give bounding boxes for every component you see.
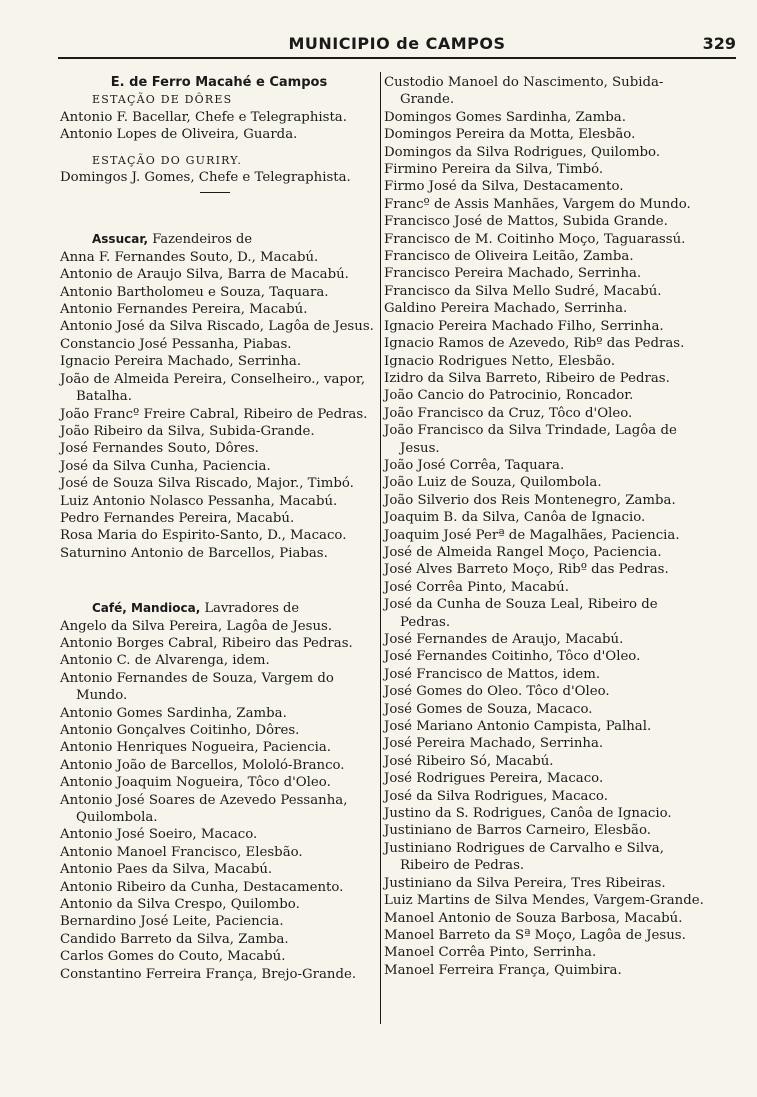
list-item: Firmo José da Silva, Destacamento. xyxy=(384,179,624,195)
list-item: Bernardino José Leite, Paciencia. xyxy=(60,914,284,930)
list-item: Francisco de M. Coitinho Moço, Taguarassú. xyxy=(384,231,686,247)
list-item: Joaquim José Perª de Magalhães, Paciencia. xyxy=(384,527,680,543)
list-item: José Gomes de Souza, Macaco. xyxy=(384,701,593,717)
list-item: Antonio Fernandes Pereira, Macabú. xyxy=(60,302,308,318)
list-item: Joaquim B. da Silva, Canôa de Ignacio. xyxy=(384,510,646,526)
section-heading-assucar: Assucar, Fazendeiros de xyxy=(92,232,253,248)
list-item: Antonio C. de Alvarenga, idem. xyxy=(60,653,270,669)
list-item: João Francisco da Cruz, Tôco d'Oleo. xyxy=(384,405,633,421)
list-item: Domingos J. Gomes, Chefe e Telegraphista. xyxy=(60,170,351,186)
list-item: Antonio de Araujo Silva, Barra de Macabú. xyxy=(60,267,349,283)
list-item: Rosa Maria do Espirito-Santo, D., Macaco. xyxy=(60,528,347,544)
right-column xyxy=(384,74,706,979)
list-item: Antonio Bartholomeu e Souza, Taquara. xyxy=(60,284,329,300)
list-item: João Luiz de Souza, Quilombola. xyxy=(384,475,602,491)
list-item: José Alves Barreto Moço, Ribº das Pedras. xyxy=(384,562,669,578)
assucar-list xyxy=(60,249,378,562)
list-item: José da Silva Rodrigues, Macaco. xyxy=(384,788,608,804)
list-item: Antonio Joaquim Nogueira, Tôco d'Oleo. xyxy=(60,775,331,791)
column-divider xyxy=(380,72,381,1024)
list-item: Antonio Ribeiro da Cunha, Destacamento. xyxy=(60,879,344,895)
list-item: Izidro da Silva Barreto, Ribeiro de Pedras. xyxy=(384,370,670,386)
list-item: Francº de Assis Manhães, Vargem do Mundo. xyxy=(384,196,691,212)
list-item: José Mariano Antonio Campista, Palhal. xyxy=(384,719,652,735)
list-item: Antonio Borges Cabral, Ribeiro das Pedras. xyxy=(60,635,353,651)
page-header xyxy=(58,33,736,59)
list-item: Antonio da Silva Crespo, Quilombo. xyxy=(60,897,300,913)
list-item: José de Souza Silva Riscado, Major., Timbó. xyxy=(60,476,354,492)
list-item: Justino da S. Rodrigues, Canôa de Ignacio. xyxy=(384,806,672,822)
list-item: Antonio José da Silva Riscado, Lagôa de Jesus. xyxy=(60,319,374,335)
list-item: Antonio Fernandes de Souza, Vargem do Mundo. xyxy=(60,670,334,704)
list-item: José Fernandes Coitinho, Tôco d'Oleo. xyxy=(384,649,641,665)
list-item: Luiz Antonio Nolasco Pessanha, Macabú. xyxy=(60,493,338,509)
list-item: João Cancio do Patrocinio, Roncador. xyxy=(384,388,634,404)
list-item: José Gomes do Oleo. Tôco d'Oleo. xyxy=(384,684,610,700)
list-item: Constancio José Pessanha, Piabas. xyxy=(60,336,292,352)
list-item: Luiz Martins de Silva Mendes, Vargem-Grande. xyxy=(384,893,704,909)
list-item: João José Corrêa, Taquara. xyxy=(384,457,565,473)
list-item: Anna F. Fernandes Souto, D., Macabú. xyxy=(60,249,319,265)
station-heading-guriry: ESTAÇÃO DO GURIRY. xyxy=(92,153,243,167)
list-item: Domingos Pereira da Motta, Elesbão. xyxy=(384,127,636,143)
list-item: Manoel Corrêa Pinto, Serrinha. xyxy=(384,945,597,961)
list-item: Ignacio Pereira Machado Filho, Serrinha. xyxy=(384,318,664,334)
list-item: Antonio Gonçalves Coitinho, Dôres. xyxy=(60,723,300,738)
list-item: Antonio Henriques Nogueira, Paciencia. xyxy=(60,740,332,756)
section-heading-railway: E. de Ferro Macahé e Campos xyxy=(110,75,328,90)
list-item: Constantino Ferreira França, Brejo-Grande. xyxy=(60,966,357,982)
list-item: Antonio José Soeiro, Macaco. xyxy=(60,827,258,843)
list-item: Pedro Fernandes Pereira, Macabú. xyxy=(60,510,295,526)
list-item: Francisco de Oliveira Leitão, Zamba. xyxy=(384,249,634,265)
list-item: José de Almeida Rangel Moço, Paciencia. xyxy=(384,544,662,560)
list-item: Antonio Manoel Francisco, Elesbão. xyxy=(60,844,303,860)
page-number: 329 xyxy=(702,34,736,53)
list-item: Domingos Gomes Sardinha, Zamba. xyxy=(384,109,626,125)
list-item: Custodio Manoel do Nascimento, Subida-Grande. xyxy=(384,75,664,108)
section-heading-cafe: Café, Mandioca, Lavradores de xyxy=(92,601,300,617)
list-item: Francisco da Silva Mello Sudré, Macabú. xyxy=(384,283,662,299)
list-item: João Francº Freire Cabral, Ribeiro de Pedras. xyxy=(60,406,368,422)
list-item: Justiniano Rodrigues de Carvalho e Silva, Ribeiro de Pedras. xyxy=(384,840,664,874)
list-item: José Fernandes de Araujo, Macabú. xyxy=(384,632,624,647)
list-item: José Corrêa Pinto, Macabú. xyxy=(384,579,569,595)
list-item: Antonio Lopes de Oliveira, Guarda. xyxy=(60,127,298,143)
list-item: Manoel Barreto da Sª Moço, Lagôa de Jesus. xyxy=(384,927,686,943)
station-heading-dores: ESTAÇÃO DE DÔRES xyxy=(92,93,233,107)
list-item: Carlos Gomes do Couto, Macabú. xyxy=(60,949,286,965)
dores-list xyxy=(60,109,378,144)
list-item: Francisco Pereira Machado, Serrinha. xyxy=(384,266,642,282)
list-item: Francisco José de Mattos, Subida Grande. xyxy=(384,214,668,230)
list-item: José Rodrigues Pereira, Macaco. xyxy=(384,771,604,787)
cafe-list xyxy=(60,618,378,984)
list-item: Angelo da Silva Pereira, Lagôa de Jesus. xyxy=(60,618,333,634)
list-item: Ignacio Ramos de Azevedo, Ribº das Pedras. xyxy=(384,336,685,352)
list-item: Candido Barreto da Silva, Zamba. xyxy=(60,931,289,947)
list-item: Manoel Antonio de Souza Barbosa, Macabú. xyxy=(384,910,683,926)
list-item: Antonio João de Barcellos, Mololó-Branco. xyxy=(60,757,345,773)
list-item: Antonio F. Bacellar, Chefe e Telegraphista. xyxy=(60,109,347,125)
list-item: Firmino Pereira da Silva, Timbó. xyxy=(384,162,604,178)
list-item: José Ribeiro Só, Macabú. xyxy=(384,753,554,769)
list-item: João de Almeida Pereira, Conselheiro., vapor, Batalha. xyxy=(60,371,366,405)
list-item: José Fernandes Souto, Dôres. xyxy=(60,441,259,457)
list-item: José Francisco de Mattos, idem. xyxy=(384,666,601,682)
list-item: Saturnino Antonio de Barcellos, Piabas. xyxy=(60,545,328,561)
list-item: Justiniano da Silva Pereira, Tres Ribeiras. xyxy=(384,875,666,891)
list-item: Ignacio Rodrigues Netto, Elesbão. xyxy=(384,353,616,369)
list-item: João Francisco da Silva Trindade, Lagôa de Jesus. xyxy=(384,423,677,456)
list-item: Ignacio Pereira Machado, Serrinha. xyxy=(60,354,302,370)
list-item: João Silverio dos Reis Montenegro, Zamba. xyxy=(384,492,676,508)
list-item: Antonio José Soares de Azevedo Pessanha, Quilombola. xyxy=(60,792,348,826)
list-item: José da Silva Cunha, Paciencia. xyxy=(60,458,271,474)
list-item: Justiniano de Barros Carneiro, Elesbão. xyxy=(384,823,651,839)
list-item: Domingos da Silva Rodrigues, Quilombo. xyxy=(384,144,661,160)
list-item: Manoel Ferreira França, Quimbira. xyxy=(384,962,622,978)
list-item: Antonio Paes da Silva, Macabú. xyxy=(60,862,273,878)
left-column xyxy=(60,74,378,983)
list-item: Antonio Gomes Sardinha, Zamba. xyxy=(60,705,287,721)
list-item: José da Cunha de Souza Leal, Ribeiro de Pedras. xyxy=(384,597,658,630)
list-item: João Ribeiro da Silva, Subida-Grande. xyxy=(60,423,315,439)
list-item: José Pereira Machado, Serrinha. xyxy=(384,736,604,752)
right-list xyxy=(384,74,706,979)
page-title: MUNICIPIO de CAMPOS xyxy=(288,34,506,53)
list-item: Galdino Pereira Machado, Serrinha. xyxy=(384,301,628,317)
guriry-list xyxy=(60,169,378,186)
